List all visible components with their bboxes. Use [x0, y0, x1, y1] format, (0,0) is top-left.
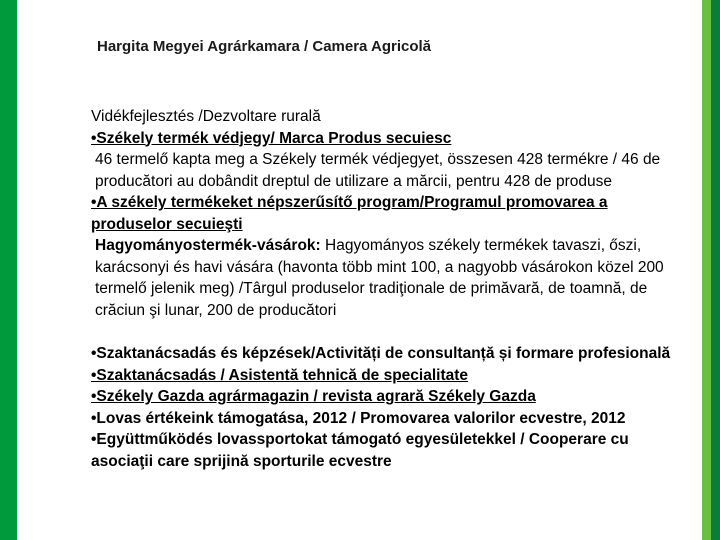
item-promotion-text: Hagyományos székely termékek tavaszi, őszi, karácsonyi és havi vására (havonta több mint 100, a nagyobb vásárokon közel 200 termelő jelenik meg) /Târgul produselor tradiţionale de primăvară, de toamnă, de crăciun şi lunar, 200 de producători	[95, 237, 664, 319]
item-equestrian-cooperation: •Együttműködés lovassportokat támogató egyesületekkel / Cooperare cu asociaţii care sprijină sporturile ecvestre	[91, 431, 629, 470]
item-promotion-paragraph	[91, 235, 671, 321]
slide-title: Hargita Megyei Agrárkamara / Camera Agricolă	[97, 38, 432, 55]
item-consulting-training: •Szaktanácsadás és képzések/Activități de consultanță și formare profesională	[91, 345, 671, 362]
right-accent-bar-light	[702, 0, 711, 540]
item-promotion-title: •A székely termékeket népszerűsítő program/Programul promovarea a produselor secuieşti	[91, 194, 608, 233]
item-promotion-lead: Hagyományostermék-vásárok:	[95, 237, 321, 254]
item-equestrian-support: •Lovas értékeink támogatása, 2012 / Promovarea valorilor ecvestre, 2012	[91, 409, 626, 427]
item-trademark-text: 46 termelő kapta meg a Székely termék védjegyet, összesen 428 termékre / 46 de producători au dobândit dreptul de utilizare a mărcii, pentru 428 de produse	[95, 151, 661, 190]
item-magazine: •Székely Gazda agrármagazin / revista agrară Székely Gazda	[91, 388, 536, 405]
right-accent-bar-dark	[711, 0, 720, 540]
left-accent-bar	[0, 0, 17, 540]
spacer	[91, 321, 671, 343]
item-technical-assistance: •Szaktanácsadás / Asistentă tehnică de specialitate	[91, 366, 469, 384]
slide-content	[91, 106, 671, 472]
section-heading: Vidékfejlesztés /Dezvoltare rurală	[91, 108, 321, 125]
item-trademark-title: •Székely termék védjegy/ Marca Produs secuiesc	[91, 129, 452, 147]
